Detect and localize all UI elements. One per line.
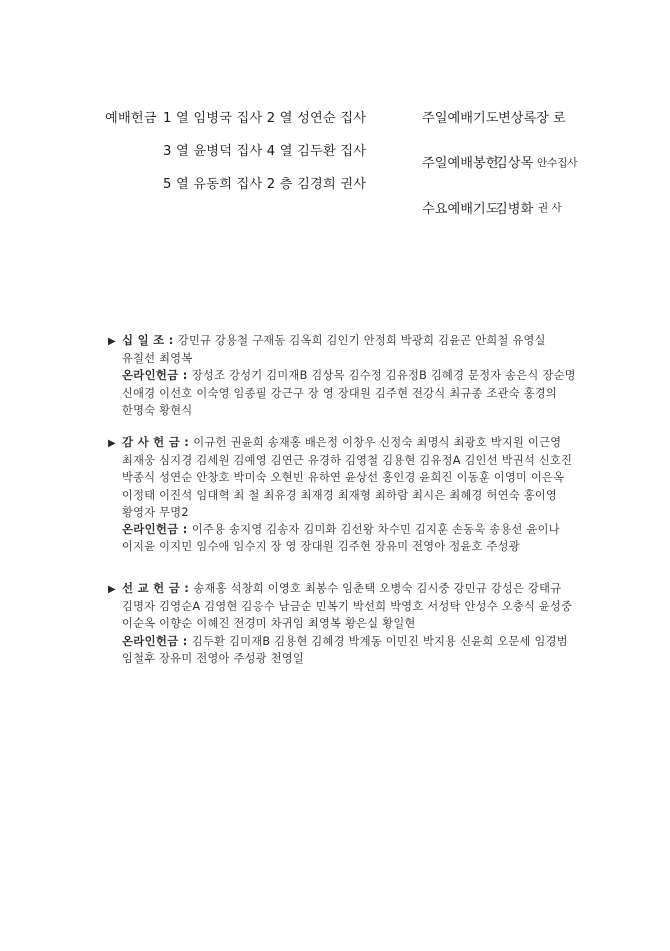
names-line: 김두환 김미재B 김용현 김혜경 박계동 이민진 박지용 신윤희 오문세 임경범 — [191, 634, 568, 648]
offering-row-2: 3 열 윤병덕 집사 4 열 김두환 집사 — [163, 144, 367, 159]
title-colon: : — [180, 435, 194, 449]
section-title: 십 일 조 — [122, 333, 165, 347]
thanks-offering-section — [108, 434, 578, 555]
names-line: 김명자 김영순A 김영현 김응수 남금순 민복기 박선희 박영호 서성탁 안성수 오충식 윤성중 — [122, 600, 573, 614]
sunday-offering-prayer-label: 주일예배봉헌 — [422, 156, 499, 171]
title-colon: : — [178, 633, 192, 648]
names-line: 이정태 이진석 임대혁 최 철 최유경 최재경 최재형 최하람 최시은 최혜경 허연숙 홍이영 — [122, 488, 558, 502]
title-colon: : — [178, 368, 192, 383]
sunday-prayer-label: 주일예배기도 — [422, 111, 499, 126]
sunday-offering-prayer-title: 안수집사 — [537, 157, 578, 169]
names-line: 최재웅 심지경 김세원 김예영 김연근 유경하 김영철 김용현 김유정A 김인선 박권석 신호진 — [122, 454, 573, 468]
sunday-prayer-title: 장 로 — [536, 111, 566, 126]
names-line: 이지윤 이지민 임수애 임수지 장 영 장대원 김주현 장유미 전영아 정윤호 주성광 — [122, 540, 520, 554]
online-offering-title: 온라인헌금 — [122, 633, 179, 648]
online-offering-title: 온라인헌금 — [122, 368, 179, 383]
mission-offering-section — [108, 580, 578, 667]
title-colon: : — [178, 522, 192, 537]
offering-label: 예배헌금 — [105, 111, 157, 126]
title-colon: : — [180, 581, 194, 595]
names-line: 이규헌 권윤희 송재홍 배은정 이창우 신정숙 최명식 최광호 박지원 이근영 — [193, 436, 562, 449]
names-line: 임철후 장유미 전영아 주성광 천영일 — [122, 651, 305, 665]
names-line: 박종식 성연순 안창호 박미숙 오현빈 유하연 윤상선 홍인경 윤희진 이동훈 이영미 이은옥 — [122, 471, 565, 485]
offering-row-1: 1 열 임병국 집사 2 열 성연순 집사 — [163, 111, 367, 126]
names-line: 이순옥 이향순 이혜진 전경미 차귀임 최영복 황은실 황일현 — [122, 617, 416, 631]
names-line: 신애경 이선호 이숙영 임종필 강근구 장 영 장대원 김주현 전강식 최규종 조관숙 홍경의 — [122, 386, 558, 400]
section-title: 선 교 헌 금 — [122, 581, 181, 595]
names-line: 황영자 무명2 — [122, 505, 189, 519]
names-line: 이주용 송지영 김송자 김미화 김선왕 차수민 김지훈 손동욱 송용선 윤이나 — [191, 523, 560, 537]
names-line: 장성조 강성기 김미재B 김상목 김수정 김유정B 김혜경 문정자 송은식 장순명 — [191, 369, 576, 383]
triangle-bullet-icon: ▶ — [108, 438, 116, 449]
names-line: 강민규 강용철 구재동 김옥희 김인기 안정희 박광희 김윤곤 안희철 유영실 — [177, 334, 546, 347]
sunday-prayer-name: 변상록 — [498, 111, 537, 126]
names-line: 유칠선 최영복 — [122, 352, 193, 366]
names-line: 송재홍 석창희 이영호 최봉수 임춘택 오병숙 김시중 강민규 강성은 강태규 — [193, 582, 562, 595]
wednesday-prayer-label: 수요예배기도 — [422, 202, 499, 217]
wednesday-prayer-title: 권 사 — [538, 202, 562, 214]
tithe-section — [108, 332, 578, 419]
triangle-bullet-icon: ▶ — [108, 584, 116, 595]
online-offering-title: 온라인헌금 — [122, 522, 179, 537]
offering-row-3: 5 열 유동희 집사 2 층 김경희 권사 — [163, 177, 367, 192]
title-colon: : — [164, 333, 178, 347]
sunday-offering-prayer-name: 김상목 — [495, 156, 534, 171]
names-line: 한명숙 황현식 — [122, 403, 193, 417]
triangle-bullet-icon: ▶ — [108, 336, 116, 347]
wednesday-prayer-name: 김병화 — [495, 202, 534, 217]
section-title: 감 사 헌 금 — [122, 435, 181, 449]
